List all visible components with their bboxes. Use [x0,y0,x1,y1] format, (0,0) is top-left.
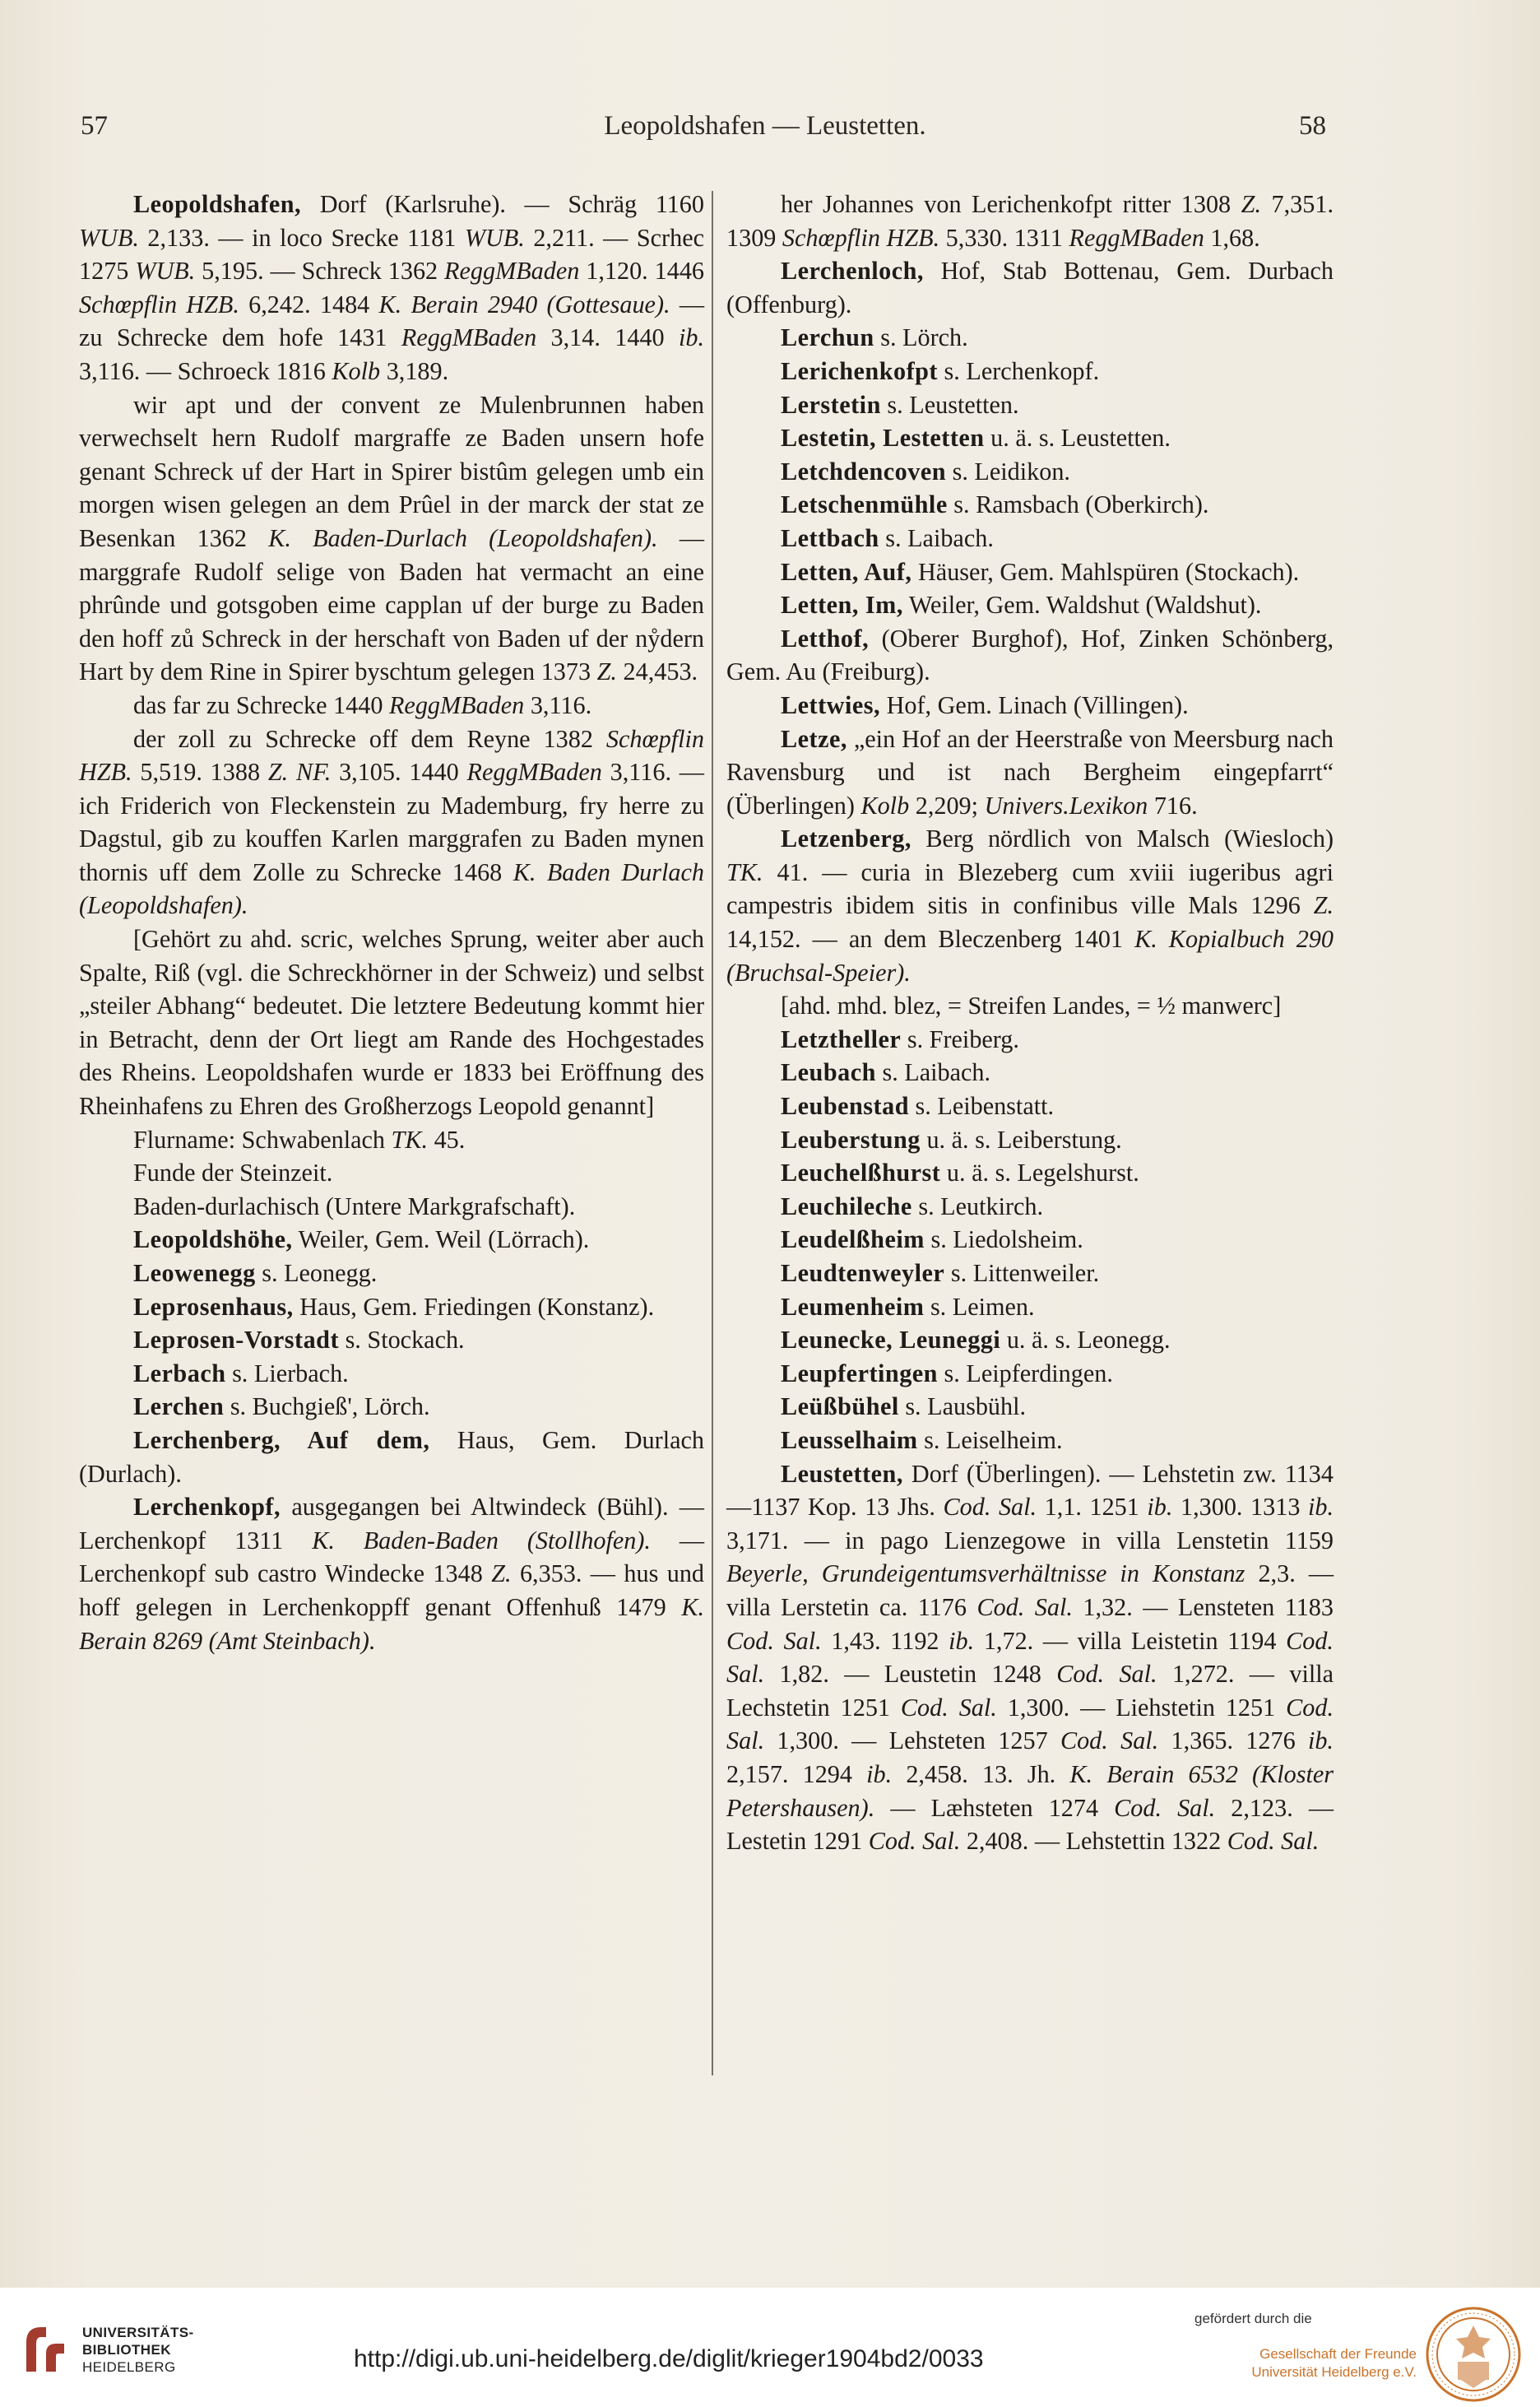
entry-text: 3,105. 1440 [331,758,467,787]
entry-text: Flurname: Schwabenlach [133,1125,392,1154]
dictionary-entry [726,1357,1334,1391]
entry-text: wir apt und der convent ze Mulenbrunnen haben verwechselt hern Rudolf margraffe ze Baden unsern hofe genant Schreck uf der Hart in Spirer bistûm gelegen umb ein morgen wisen gelegen an dem Prûel in der marck der stat ze Besenkan 1362 [79,390,704,552]
society-name [1194,2345,1417,2381]
citation-source: K. Berain 2940 (Gottesaue). [378,290,670,318]
page-number-right: 58 [1299,111,1326,141]
text-paragraph [79,689,704,723]
library-name-line: UNIVERSITÄTS- [82,2325,194,2340]
entry-headword: Lerchen [133,1392,225,1421]
entry-text: s. Stockach. [339,1326,465,1355]
entry-text: Haus, Gem. Durlach (Durlach). [79,1425,704,1488]
entry-text: s. Lörch. [874,323,968,352]
citation-source: ib. [1147,1493,1173,1522]
dictionary-entry [726,822,1334,989]
entry-text: u. ä. s. Leiberstung. [920,1125,1122,1154]
citation-source: Cod. Sal. [726,1626,822,1655]
entry-headword: Lettwies, [781,690,881,719]
entry-text: Weiler, Gem. Waldshut (Waldshut). [902,591,1262,620]
entry-text: 2,458. 13. Jh. [892,1759,1070,1788]
citation-source: ib. [866,1759,893,1788]
entry-text: Berg nördlich von Malsch (Wiesloch) [911,825,1334,853]
entry-headword: Leopoldshöhe, [133,1225,293,1254]
dictionary-entry [726,355,1334,388]
entry-headword: Leunecke, Leuneggi [781,1326,1001,1355]
text-paragraph [79,922,704,1123]
left-column [79,188,704,1657]
citation-source: Z. [1313,891,1334,920]
entry-headword: Lerchun [781,323,874,352]
entry-text: ausgegangen bei Altwindeck (Bühl). — Lerchenkopf 1311 [79,1493,704,1554]
entry-text: 3,189. [380,356,449,385]
entry-text: 3,116. — Schroeck 1816 [79,356,332,385]
entry-text: 2,157. 1294 [726,1759,867,1788]
citation-source: Beyerle, Grundeigentumsverhältnisse in Konstanz [726,1559,1245,1588]
entry-text: 14,152. — an dem Bleczenberg 1401 [726,925,1135,954]
entry-text: s. Laibach. [875,1058,991,1087]
entry-text: Dorf (Überlingen). — Lehstetin zw. 1134—1137 Kop. 13 Jhs. [726,1459,1334,1522]
entry-text: 1,300. — Lehsteten 1257 [764,1726,1060,1755]
entry-text: s. Leibenstatt. [908,1092,1055,1121]
citation-source: Schœpflin HZB. [79,290,239,318]
dictionary-entry [726,1223,1334,1257]
entry-text: 1,82. — Leustetin 1248 [764,1660,1057,1689]
entry-text: 3,14. 1440 [536,323,679,352]
entry-headword: Lerbach [133,1359,226,1387]
entry-text: her Johannes von Lerichenkofpt ritter 1308 [781,190,1241,218]
citation-source: ReggMBaden [466,758,602,787]
text-paragraph [726,188,1334,254]
entry-headword: Letten, Auf, [781,557,912,586]
running-head: Leopoldshafen — Leustetten. [604,111,926,141]
entry-text: u. ä. s. Legelshurst. [940,1159,1139,1187]
entry-text: 24,453. [616,658,698,686]
entry-text: u. ä. s. Leustetten. [984,424,1171,453]
citation-source: Z. [1241,190,1261,218]
entry-text: s. Freiberg. [901,1025,1019,1053]
entry-text: 1,300. — Liehstetin 1251 [996,1693,1287,1722]
entry-headword: Letchdencoven [781,457,947,486]
citation-source: Cod. Sal. [868,1827,961,1856]
citation-source: Cod. Sal. [900,1693,997,1722]
entry-headword: Letztheller [781,1025,902,1053]
dictionary-entry [726,1090,1334,1123]
entry-headword: Leudtenweyler [781,1259,945,1287]
permalink-url[interactable]: http://digi.ub.uni-heidelberg.de/diglit/krieger1904bd2/0033 [354,2345,984,2372]
dictionary-entry [79,1357,704,1391]
entry-text: [ahd. mhd. blez, = Streifen Landes, = ½ manwerc] [781,992,1282,1020]
society-name-line: Universität Heidelberg e.V. [1251,2364,1417,2380]
entry-text: s. Leonegg. [255,1259,378,1287]
text-paragraph [79,1123,704,1157]
entry-text: s. Leidikon. [946,457,1070,486]
citation-source: Cod. Sal. [976,1592,1073,1621]
dictionary-entry [726,1257,1334,1290]
entry-headword: Leowenegg [133,1259,256,1287]
citation-source: ib. [1307,1493,1334,1522]
entry-text: 1,300. 1313 [1172,1493,1308,1522]
dictionary-entry [726,522,1334,555]
citation-source: Univers.Lexikon [984,791,1148,820]
dictionary-entry [726,1023,1334,1057]
entry-text: Weiler, Gem. Weil (Lörrach). [292,1225,590,1254]
entry-text: s. Laibach. [879,523,994,552]
citation-source: WUB. [464,223,525,252]
entry-text: s. Lerchenkopf. [937,356,1100,385]
text-paragraph [726,989,1334,1023]
entry-text: (Oberer Burghof), Hof, Zinken Schönberg, Gem. Au (Freiburg). [726,624,1334,686]
entry-text: Funde der Steinzeit. [133,1159,333,1187]
entry-headword: Leuberstung [781,1125,921,1154]
dictionary-entry [79,1290,704,1324]
entry-text: 2,408. — Lehstettin 1322 [960,1827,1227,1856]
citation-source: ReggMBaden [388,690,525,719]
entry-text: 1,68. [1204,223,1260,252]
entry-headword: Lettbach [781,523,879,552]
citation-source: Cod. Sal. [726,1626,1334,1689]
citation-source: Z. [491,1559,512,1588]
dictionary-entry [726,1190,1334,1224]
citation-source: TK. [391,1125,429,1154]
library-name-line: BIBLIOTHEK [82,2342,171,2358]
entry-text: 1,1. 1251 [1037,1493,1148,1522]
entry-text: 6,353. — hus und hoff gelegen in Lerchenkoppff genant Offenhuß 1479 [79,1559,705,1621]
university-seal-icon [1425,2306,1522,2403]
citation-source: Schœpflin HZB. [79,724,704,787]
dictionary-entry [79,1424,704,1490]
entry-headword: Leprosen-Vorstadt [133,1326,340,1355]
entry-text: der zoll zu Schrecke off dem Reyne 1382 [133,724,606,753]
entry-text: s. Liedolsheim. [924,1225,1083,1254]
dictionary-entry [726,1056,1334,1090]
dictionary-entry [726,1123,1334,1157]
entry-text: — Læhsteten 1274 [874,1793,1115,1822]
dictionary-entry [726,254,1334,321]
citation-source: Z. NF. [267,758,332,787]
entry-text: s. Lierbach. [225,1359,349,1387]
citation-source: WUB. [135,257,196,286]
entry-text: Hof, Gem. Linach (Villingen). [880,690,1189,719]
entry-headword: Leupfertingen [781,1359,938,1387]
entry-text: 1,365. 1276 [1158,1726,1308,1755]
entry-text: 41. — curia in Blezeberg cum xviii iugeribus agri campestris ibidem sitis in confinibus ville Mals 1296 [726,857,1334,920]
entry-headword: Lerchenloch, [781,257,924,286]
entry-headword: Letschenmühle [781,490,948,519]
entry-text: 45. [428,1125,466,1154]
dictionary-entry [726,555,1334,589]
citation-source: ib. [949,1626,975,1655]
citation-source: K. Baden-Durlach (Leopoldshafen). [268,523,658,552]
entry-text: 1,72. — villa Leistetin 1194 [974,1626,1287,1655]
dictionary-entry [726,421,1334,455]
entry-text: Baden-durlachisch (Untere Markgrafschaft). [133,1192,576,1220]
dictionary-entry [726,689,1334,723]
entry-headword: Letthof, [781,624,870,653]
entry-text: 2,123. — Lestetin 1291 [726,1793,1334,1856]
citation-source: TK. [726,857,763,886]
dictionary-entry [726,321,1334,355]
dictionary-entry [79,1390,704,1424]
entry-headword: Leudelßheim [781,1225,925,1254]
text-paragraph [79,388,704,689]
citation-source: WUB. [79,223,139,252]
column-divider [712,191,713,2075]
citation-source: Cod. Sal. [1060,1726,1159,1755]
entry-text: 5,330. 1311 [939,223,1069,252]
entry-text: 3,171. — in pago Lienzegowe in villa Lenstetin 1159 [726,1526,1334,1554]
entry-headword: Lerchenkopf, [133,1493,281,1522]
citation-source: ReggMBaden [444,257,580,286]
citation-source: Cod. Sal. [1056,1660,1157,1689]
entry-text: — marggrafe Rudolf selige von Baden hat vermacht an eine phrûnde und gotsgoben eime capplan uf der burge zu Baden den hoff zů Schreck in der herschaft von Baden uf der nẙdern Hart by dem Rine in Spirer byschtum gelegen 1373 [79,523,704,686]
entry-text: s. Lausbühl. [898,1392,1027,1421]
entry-headword: Leprosenhaus, [133,1292,294,1321]
entry-text: 3,116. [524,690,592,719]
entry-text: Häuser, Gem. Mahlspüren (Stockach). [911,557,1300,586]
dictionary-entry [726,1390,1334,1424]
entry-headword: Lerstetin [781,390,881,419]
entry-text: 5,519. 1388 [132,758,268,787]
dictionary-entry [726,622,1334,689]
dictionary-entry [726,588,1334,622]
text-paragraph [79,1156,704,1190]
dictionary-entry [79,1257,704,1290]
entry-text: s. Littenweiler. [944,1259,1100,1287]
entry-text: 2,209; [909,791,985,820]
entry-headword: Leumenheim [781,1292,925,1321]
entry-text: das far zu Schrecke 1440 [133,690,389,719]
dictionary-entry [726,1457,1334,1858]
text-paragraph [79,1190,704,1224]
dictionary-entry [726,1424,1334,1457]
entry-headword: Letze, [781,724,847,753]
right-column [726,188,1334,1858]
citation-source: Kolb [860,791,910,820]
entry-text: 1,32. — Lensteten 1183 [1072,1592,1334,1621]
entry-headword: Lerichenkofpt [781,356,938,385]
citation-source: ReggMBaden [401,323,537,352]
society-name-line: Gesellschaft der Freunde [1259,2346,1417,2362]
entry-headword: Leuchelßhurst [781,1159,941,1187]
entry-text: — zu Schrecke dem hofe 1431 [79,290,705,352]
entry-headword: Leusselhaim [781,1425,918,1454]
entry-headword: Lestetin, Lestetten [781,424,985,453]
entry-text: [Gehört zu ahd. scric, welches Sprung, weiter aber auch Spalte, Riß (vgl. die Schreckhörner in der Schweiz) und selbst „steiler Abhang“ bedeutet. Die letztere Bedeutung kommt hier in Betracht, denn der Ort liegt am Rande des Hochgestades des Rheins. Leopoldshafen wurde er 1833 bei Eröffnung des Rheinhafens zu Ehren des Großherzogs Leopold genannt] [79,925,704,1121]
citation-source: Cod. Sal. [726,1693,1334,1755]
entry-text: s. Ramsbach (Oberkirch). [947,490,1209,519]
text-paragraph [79,723,704,923]
dictionary-entry [726,455,1334,489]
dictionary-entry [726,1156,1334,1190]
entry-headword: Lerchenberg, Auf dem, [133,1425,430,1454]
footer-bar [0,2288,1540,2407]
entry-text: — Lerchenkopf sub castro Windecke 1348 [79,1526,704,1588]
entry-text: 716. [1148,791,1198,820]
citation-source: Schœpflin HZB. [782,223,940,252]
dictionary-entry [726,1323,1334,1357]
dictionary-entry [79,188,704,388]
dictionary-entry [726,1290,1334,1324]
entry-text: 7,351. 1309 [726,190,1334,252]
entry-text: s. Leiselheim. [917,1425,1063,1454]
citation-source: K. Kopialbuch 290 (Bruchsal-Speier). [726,925,1334,987]
entry-text: „ein Hof an der Heerstraße von Meersburg nach Ravensburg und ist nach Bergheim eingepfarrt“ (Überlingen) [726,724,1334,820]
entry-text: s. Buchgieß', Lörch. [224,1392,430,1421]
entry-headword: Leuchileche [781,1192,912,1220]
entry-text: 6,242. 1484 [239,290,379,318]
entry-text: s. Leimen. [924,1292,1035,1321]
citation-source: K. Baden-Baden (Stollhofen). [312,1526,651,1554]
library-name [82,2324,194,2376]
citation-source: Kolb [332,356,381,385]
entry-headword: Leubach [781,1058,876,1087]
entry-text: 2,133. — in loco Srecke 1181 [138,223,465,252]
citation-source: Cod. Sal. [1227,1827,1320,1856]
citation-source: Cod. Sal. [1114,1793,1216,1822]
entry-text: 1,120. 1446 [579,257,705,286]
dictionary-entry [726,388,1334,422]
citation-source: ib. [678,323,705,352]
entry-headword: Leustetten, [781,1459,903,1488]
citation-source: Cod. Sal. [943,1493,1037,1522]
entry-text: 1,272. — villa Lechstetin 1251 [726,1660,1334,1722]
entry-text: 5,195. — Schreck 1362 [195,257,445,286]
university-library-logo-icon [20,2321,71,2378]
entry-text: Haus, Gem. Friedingen (Konstanz). [293,1292,655,1321]
citation-source: K. Berain 6532 (Kloster Petershausen). [726,1759,1334,1822]
entry-text: s. Leipferdingen. [937,1359,1113,1387]
entry-headword: Leüßbühel [781,1392,899,1421]
sponsor-label: gefördert durch die [1194,2311,1312,2326]
dictionary-entry [726,488,1334,522]
entry-headword: Leubenstad [781,1092,909,1121]
citation-source: ReggMBaden [1069,223,1204,252]
entry-headword: Letzenberg, [781,825,911,853]
entry-headword: Letten, Im, [781,591,903,620]
entry-text: u. ä. s. Leonegg. [1000,1326,1171,1355]
dictionary-entry [79,1490,704,1657]
citation-source: ib. [1307,1726,1334,1755]
entry-text: Dorf (Karlsruhe). — Schräg 1160 [301,190,704,218]
entry-text: s. Leutkirch. [911,1192,1044,1220]
page-number-left: 57 [81,111,108,141]
entry-text: Hof, Stab Bottenau, Gem. Durbach (Offenburg). [726,257,1334,318]
dictionary-entry [79,1223,704,1257]
entry-text: 3,116. — ich Friderich von Fleckenstein zu Mademburg, fry herre zu Dagstul, gib zu kouffen Karlen marggrafen zu Baden mynen thornis uff dem Zolle zu Schrecke 1468 [79,758,704,886]
library-name-line: HEIDELBERG [82,2359,176,2375]
citation-source: Z. [596,658,617,686]
entry-text: s. Leustetten. [880,390,1019,419]
entry-headword: Leopoldshafen, [133,190,302,218]
citation-source: K. Berain 8269 (Amt Steinbach). [79,1592,704,1655]
entry-text: 1,43. 1192 [821,1626,949,1655]
dictionary-entry [79,1323,704,1357]
entry-text: 2,211. — Scrhec 1275 [79,223,704,286]
citation-source: K. Baden Durlach (Leopoldshafen). [79,857,704,920]
entry-text: 2,3. — villa Lerstetin ca. 1176 [726,1559,1334,1621]
dictionary-entry [726,723,1334,823]
